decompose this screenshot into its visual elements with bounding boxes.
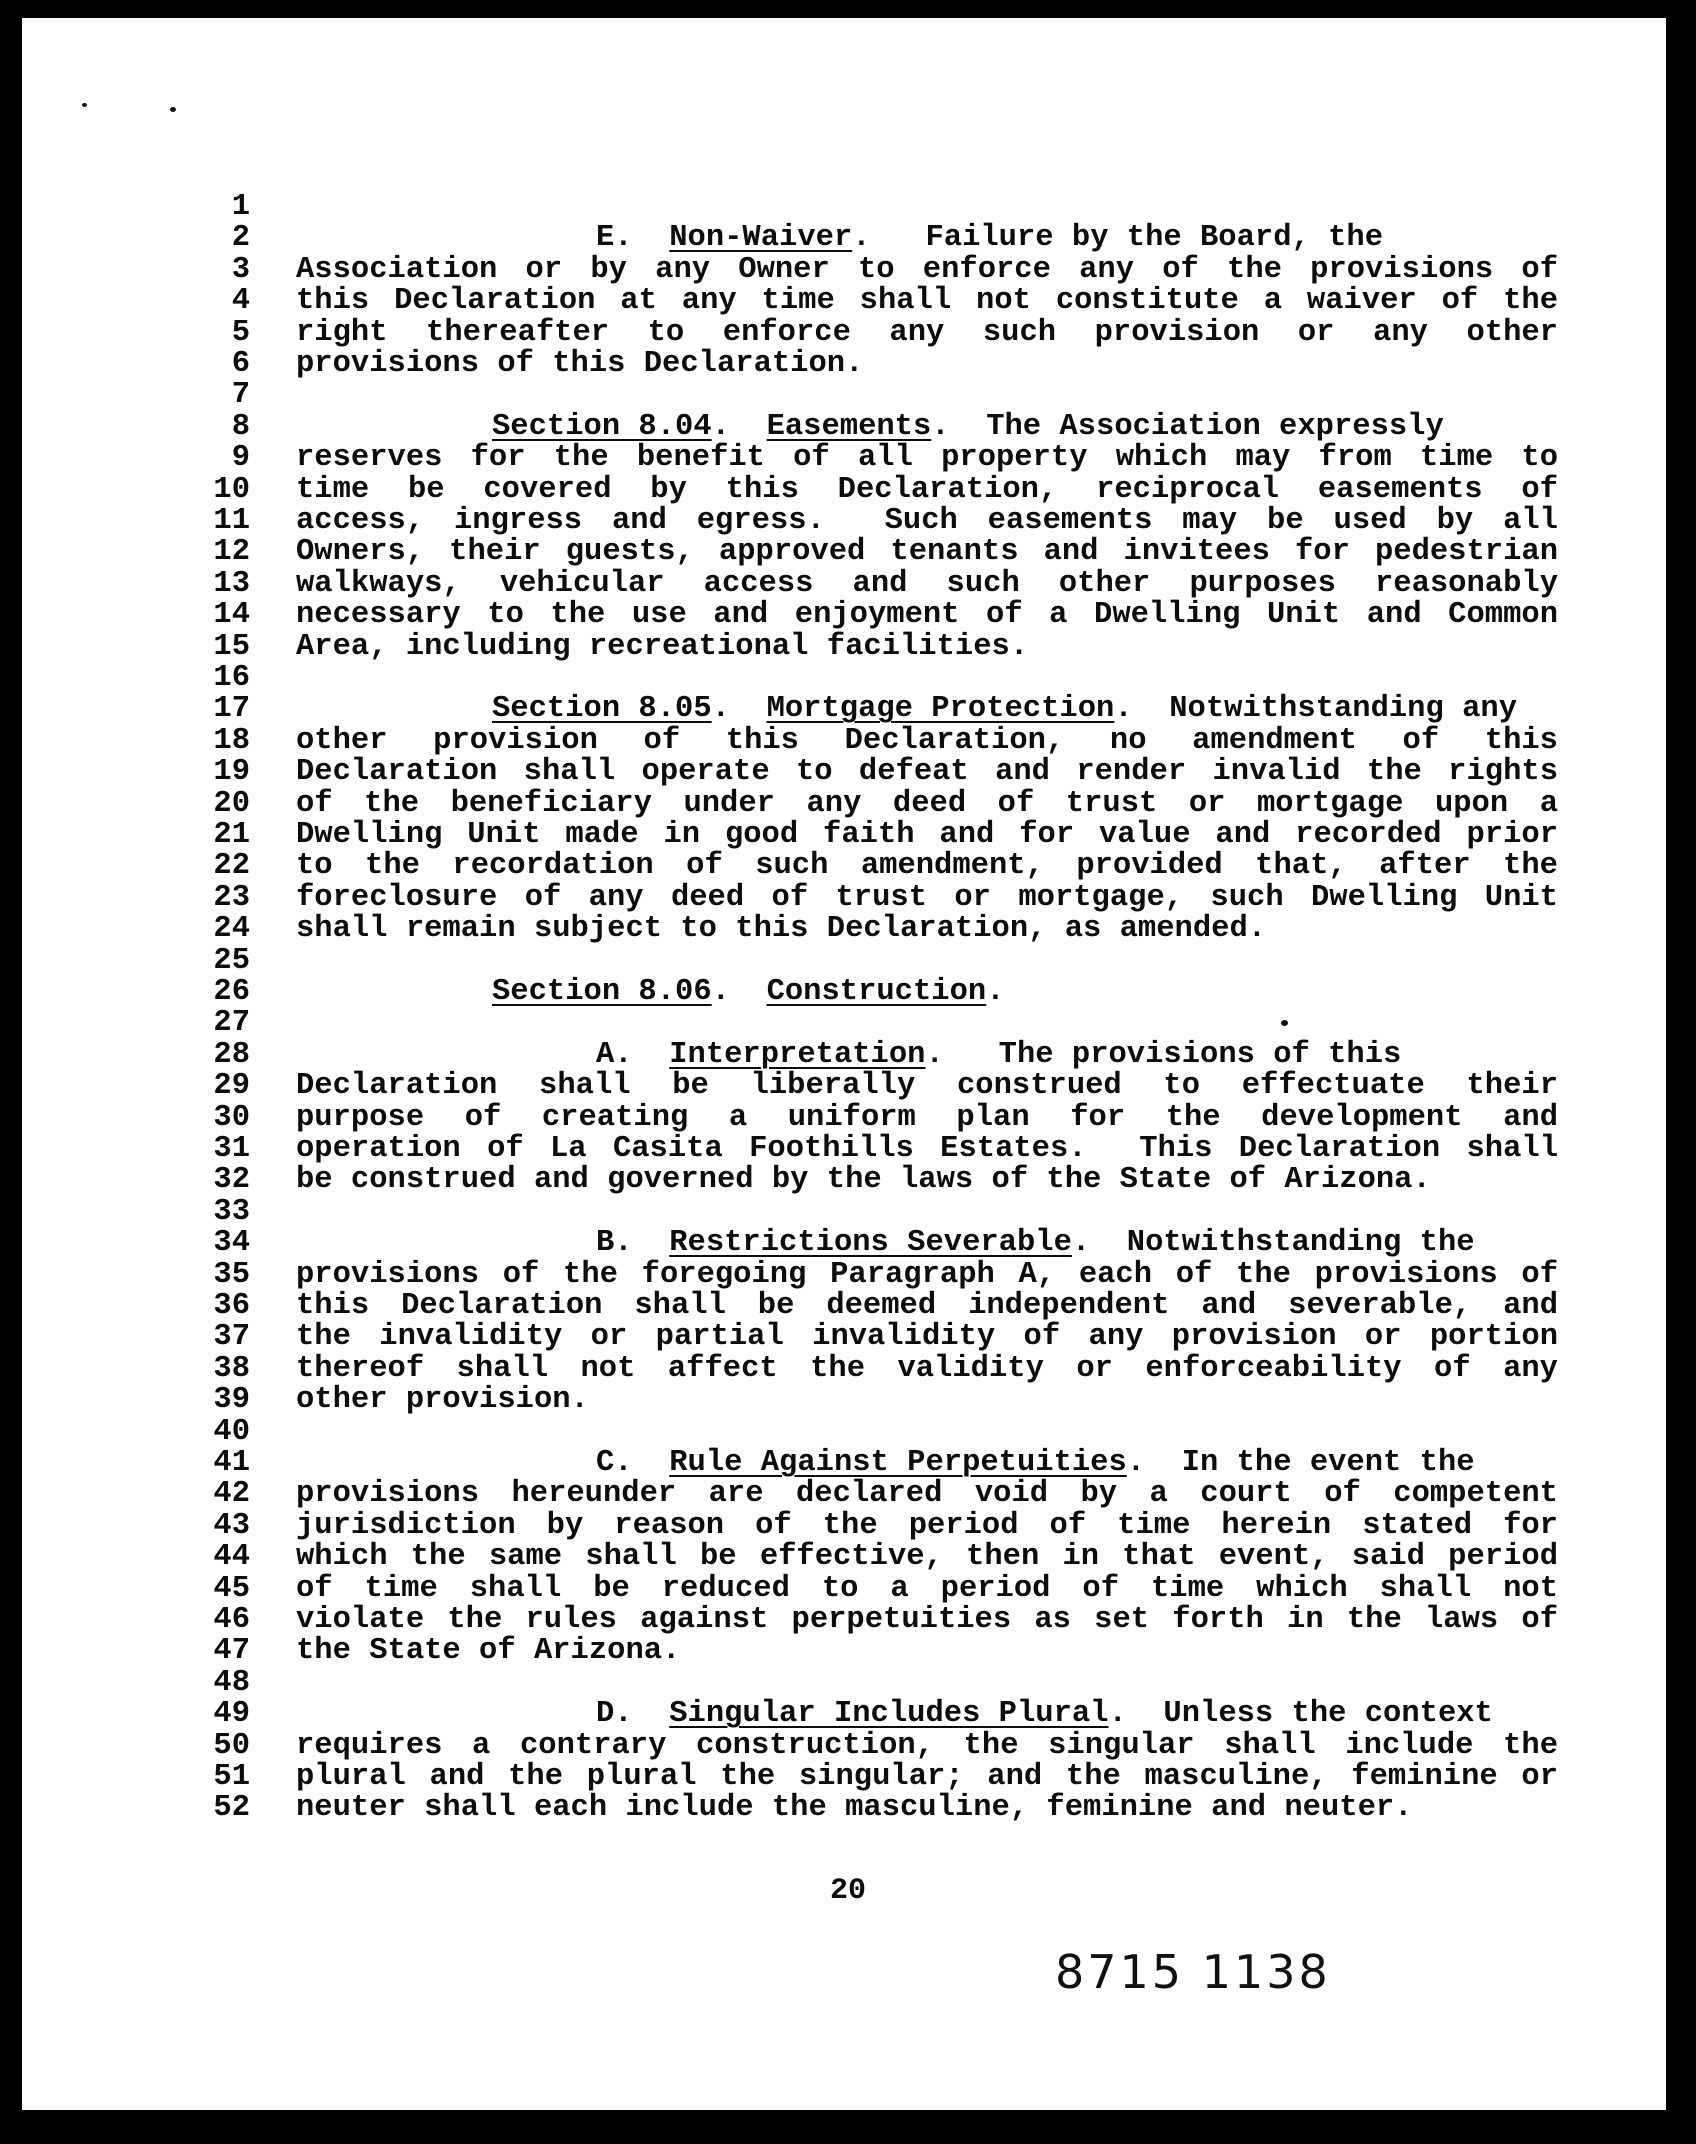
text-run: which the same shall be effective, then in that event, said period (296, 1540, 1558, 1575)
line-number: 35 (213, 1257, 250, 1292)
line-text (296, 1793, 1558, 1824)
line-number: 38 (213, 1351, 250, 1386)
line-number: 21 (213, 818, 250, 852)
document-line (0, 286, 1696, 317)
line-number: 22 (213, 849, 250, 884)
line-text (296, 1134, 1558, 1165)
text-run: shall remain subject to this Declaration, as amended. (296, 912, 1267, 947)
document-line (0, 1008, 1696, 1039)
text-run: provisions hereunder are declared void by a court of competent (296, 1477, 1558, 1512)
line-text (296, 1291, 1558, 1322)
document-line (0, 1728, 1696, 1763)
document-line (0, 1291, 1696, 1322)
line-text (296, 566, 1558, 601)
line-text (296, 1699, 1558, 1730)
document-line (0, 1508, 1696, 1543)
line-number: 5 (231, 315, 250, 350)
underlined-heading: Easements (766, 409, 932, 444)
document-line (0, 1605, 1696, 1636)
line-number: 2 (231, 221, 250, 256)
text-run: purpose of creating a uniform plan for the development and (296, 1100, 1558, 1135)
text-run: walkways, vehicular access and such other purposes reasonably (296, 566, 1558, 601)
line-number: 16 (213, 661, 250, 695)
line-text (296, 1479, 1558, 1510)
line-text (296, 820, 1558, 851)
text-run: the invalidity or partial invalidity of any provision or portion (296, 1320, 1558, 1355)
underlined-heading: Rule Against Perpetuities (669, 1446, 1127, 1480)
line-text (296, 880, 1558, 915)
document-line (0, 723, 1696, 758)
text-run: other provision of this Declaration, no amendment of this (296, 723, 1558, 758)
line-number: 1 (231, 190, 250, 224)
text-run: to the recordation of such amendment, provided that, after the (296, 849, 1558, 884)
document-line (0, 1665, 1696, 1700)
document-line (0, 1194, 1696, 1229)
line-text (296, 252, 1558, 287)
document-line (0, 629, 1696, 664)
line-number: 32 (213, 1163, 250, 1198)
document-line (0, 1793, 1696, 1824)
underlined-heading: Non-Waiver (669, 221, 853, 256)
text-run: violate the rules against perpetuities as set forth in the laws of (296, 1603, 1558, 1637)
line-text (296, 1571, 1558, 1606)
text-run: thereof shall not affect the validity or enforceability of any (296, 1351, 1558, 1386)
line-number: 49 (213, 1697, 250, 1732)
line-text (296, 472, 1558, 507)
document-line (0, 1479, 1696, 1510)
line-number: 27 (213, 1006, 250, 1041)
line-text (296, 977, 1558, 1008)
underlined-heading: Singular Includes Plural (669, 1697, 1109, 1732)
underlined-heading: Section 8.06 (492, 975, 712, 1009)
text-run: be construed and governed by the laws of the State of Arizona. (296, 1163, 1431, 1198)
line-text (296, 349, 1558, 380)
recording-stamp-numbers: 8715 1138 (1055, 1945, 1331, 1999)
document-line (0, 786, 1696, 821)
line-number: 47 (213, 1634, 250, 1669)
text-run: this Declaration shall be deemed independent and severable, and (296, 1289, 1558, 1323)
text-run: Declaration shall be liberally construed to effectuate their (296, 1069, 1558, 1104)
line-number: 51 (213, 1760, 250, 1794)
line-text (296, 1322, 1558, 1353)
document-line (0, 252, 1696, 287)
text-run: plural and the plural the singular; and the masculine, feminine or (296, 1760, 1558, 1794)
text-run: . (986, 975, 1005, 1009)
underlined-heading: Section 8.05 (492, 692, 712, 727)
line-number: 15 (213, 629, 250, 664)
line-text (296, 537, 1558, 568)
document-line (0, 1762, 1696, 1793)
document-line (0, 820, 1696, 851)
document-line (0, 1414, 1696, 1449)
text-run: Association or by any Owner to enforce any of the provisions of (296, 252, 1558, 287)
line-number: 42 (213, 1477, 250, 1512)
line-number: 34 (213, 1226, 250, 1261)
document-line (0, 663, 1696, 694)
text-run: . (711, 692, 767, 727)
document-line (0, 1385, 1696, 1416)
document-line (0, 315, 1696, 350)
text-run: . The provisions of this (925, 1037, 1402, 1072)
scan-speck (82, 103, 87, 107)
text-run: Declaration shall operate to defeat and render invalid the rights (296, 755, 1558, 790)
line-text (296, 443, 1558, 474)
underlined-heading: Interpretation (669, 1037, 926, 1072)
text-run: time be covered by this Declaration, reciprocal easements of (296, 472, 1558, 507)
line-number: 8 (231, 409, 250, 444)
document-line (0, 1636, 1696, 1667)
underlined-heading: Mortgage Protection (766, 692, 1115, 727)
line-text (296, 1228, 1558, 1259)
document-line (0, 880, 1696, 915)
document-line (0, 943, 1696, 978)
line-text (296, 1448, 1558, 1479)
line-number: 28 (213, 1037, 250, 1072)
text-run: requires a contrary construction, the singular shall include the (296, 1728, 1558, 1763)
document-line (0, 1100, 1696, 1135)
line-text (296, 723, 1558, 758)
line-text (296, 786, 1558, 821)
line-number: 33 (213, 1194, 250, 1229)
document-line (0, 443, 1696, 474)
line-number: 46 (213, 1603, 250, 1637)
line-number: 30 (213, 1100, 250, 1135)
line-number: 29 (213, 1069, 250, 1104)
line-number: 9 (231, 441, 250, 476)
document-line (0, 409, 1696, 444)
line-number: 43 (213, 1508, 250, 1543)
text-run: B. (596, 1226, 670, 1261)
document-line (0, 1322, 1696, 1353)
document-line (0, 977, 1696, 1008)
line-number: 36 (213, 1289, 250, 1323)
line-number: 10 (213, 472, 250, 507)
line-text (296, 851, 1558, 882)
document-line (0, 1448, 1696, 1479)
document-line (0, 1257, 1696, 1292)
document-line (0, 537, 1696, 568)
line-text (296, 757, 1558, 788)
line-text (296, 629, 1558, 664)
document-line (0, 1165, 1696, 1196)
line-number: 45 (213, 1571, 250, 1606)
text-run: of the beneficiary under any deed of trust or mortgage upon a (296, 786, 1558, 821)
document-line (0, 1542, 1696, 1573)
line-text (296, 600, 1558, 631)
document-line (0, 600, 1696, 631)
line-number: 6 (231, 347, 250, 381)
document-line (0, 1134, 1696, 1165)
text-run: Dwelling Unit made in good faith and for value and recorded prior (296, 818, 1558, 852)
line-number: 19 (213, 755, 250, 790)
line-text (296, 1762, 1558, 1793)
text-run: this Declaration at any time shall not constitute a waiver of the (296, 284, 1558, 319)
document-line (0, 1351, 1696, 1386)
text-run: jurisdiction by reason of the period of time herein stated for (296, 1508, 1558, 1543)
line-text (296, 1728, 1558, 1763)
line-number: 26 (213, 975, 250, 1009)
line-number: 20 (213, 786, 250, 821)
text-run: right thereafter to enforce any such provision or any other (296, 315, 1558, 350)
text-run: reserves for the benefit of all property which may from time to (296, 441, 1558, 476)
line-number: 37 (213, 1320, 250, 1355)
line-text (296, 409, 1558, 444)
text-run: provisions of this Declaration. (296, 347, 864, 381)
page-number: 20 (829, 1874, 866, 1908)
line-text (296, 1100, 1558, 1135)
document-line (0, 223, 1696, 254)
line-text (296, 1165, 1558, 1196)
line-text (296, 1071, 1558, 1102)
text-run: operation of La Casita Foothills Estates. This Declaration shall (296, 1132, 1558, 1166)
line-number: 11 (213, 504, 250, 538)
line-number: 41 (213, 1446, 250, 1480)
line-number: 23 (213, 880, 250, 915)
line-text (296, 506, 1558, 537)
text-run: neuter shall each include the masculine, feminine and neuter. (296, 1791, 1413, 1826)
document-line (0, 349, 1696, 380)
line-number: 25 (213, 943, 250, 978)
text-run: Area, including recreational facilities. (296, 629, 1029, 664)
text-run: . Notwithstanding the (1071, 1226, 1475, 1261)
text-run: C. (596, 1446, 670, 1480)
text-run: necessary to the use and enjoyment of a Dwelling Unit and Common (296, 598, 1558, 633)
document-line (0, 566, 1696, 601)
line-text (296, 1351, 1558, 1386)
document-line (0, 694, 1696, 725)
underlined-heading: Construction (766, 975, 987, 1009)
text-run: . The Association expressly (931, 409, 1444, 444)
line-number: 24 (213, 912, 250, 947)
line-text (296, 1542, 1558, 1573)
line-number: 17 (213, 692, 250, 727)
line-number: 48 (213, 1665, 250, 1700)
text-run: . Failure by the Board, the (852, 221, 1384, 256)
underlined-heading: Section 8.04 (492, 409, 712, 444)
document-line (0, 1071, 1696, 1102)
underlined-heading: Restrictions Severable (669, 1226, 1072, 1261)
text-run: E. (596, 221, 670, 256)
line-text (296, 1636, 1558, 1667)
text-run: provisions of the foregoing Paragraph A, each of the provisions of (296, 1257, 1558, 1292)
line-number: 14 (213, 598, 250, 633)
line-number: 13 (213, 566, 250, 601)
document-line (0, 380, 1696, 411)
text-run: other provision. (296, 1383, 589, 1418)
line-number: 52 (213, 1791, 250, 1826)
line-number: 4 (231, 284, 250, 319)
line-text (296, 315, 1558, 350)
line-number: 50 (213, 1728, 250, 1763)
text-run: the State of Arizona. (296, 1634, 681, 1669)
document-line (0, 851, 1696, 882)
line-number: 7 (231, 378, 250, 413)
text-run: access, ingress and egress. Such easements may be used by all (296, 504, 1558, 538)
line-text (296, 1385, 1558, 1416)
text-run: . Unless the context (1108, 1697, 1493, 1732)
text-run: Owners, their guests, approved tenants and invitees for pedestrian (296, 535, 1558, 570)
text-run: . Notwithstanding any (1114, 692, 1517, 727)
line-text (296, 694, 1558, 725)
line-number: 12 (213, 535, 250, 570)
line-text (296, 1037, 1558, 1072)
line-text (296, 1508, 1558, 1543)
line-number: 31 (213, 1132, 250, 1166)
text-run: . In the event the (1126, 1446, 1475, 1480)
text-run: of time shall be reduced to a period of time which shall not (296, 1571, 1558, 1606)
document-line (0, 1037, 1696, 1072)
line-number: 40 (213, 1414, 250, 1449)
line-number: 39 (213, 1383, 250, 1418)
line-number: 18 (213, 723, 250, 758)
document-line (0, 472, 1696, 507)
document-line (0, 757, 1696, 788)
document-line (0, 1228, 1696, 1259)
document-line (0, 192, 1696, 223)
document-line (0, 506, 1696, 537)
line-number: 44 (213, 1540, 250, 1575)
text-run: D. (596, 1697, 670, 1732)
line-text (296, 1257, 1558, 1292)
document-line (0, 1571, 1696, 1606)
scan-speck (170, 107, 176, 112)
text-run: . (711, 409, 767, 444)
text-run: A. (596, 1037, 670, 1072)
line-number: 3 (231, 252, 250, 287)
text-run: foreclosure of any deed of trust or mortgage, such Dwelling Unit (296, 880, 1558, 915)
document-line (0, 914, 1696, 945)
text-run: . (711, 975, 767, 1009)
line-text (296, 914, 1558, 945)
line-text (296, 286, 1558, 317)
document-line (0, 1699, 1696, 1730)
line-text (296, 223, 1558, 254)
line-text (296, 1605, 1558, 1636)
